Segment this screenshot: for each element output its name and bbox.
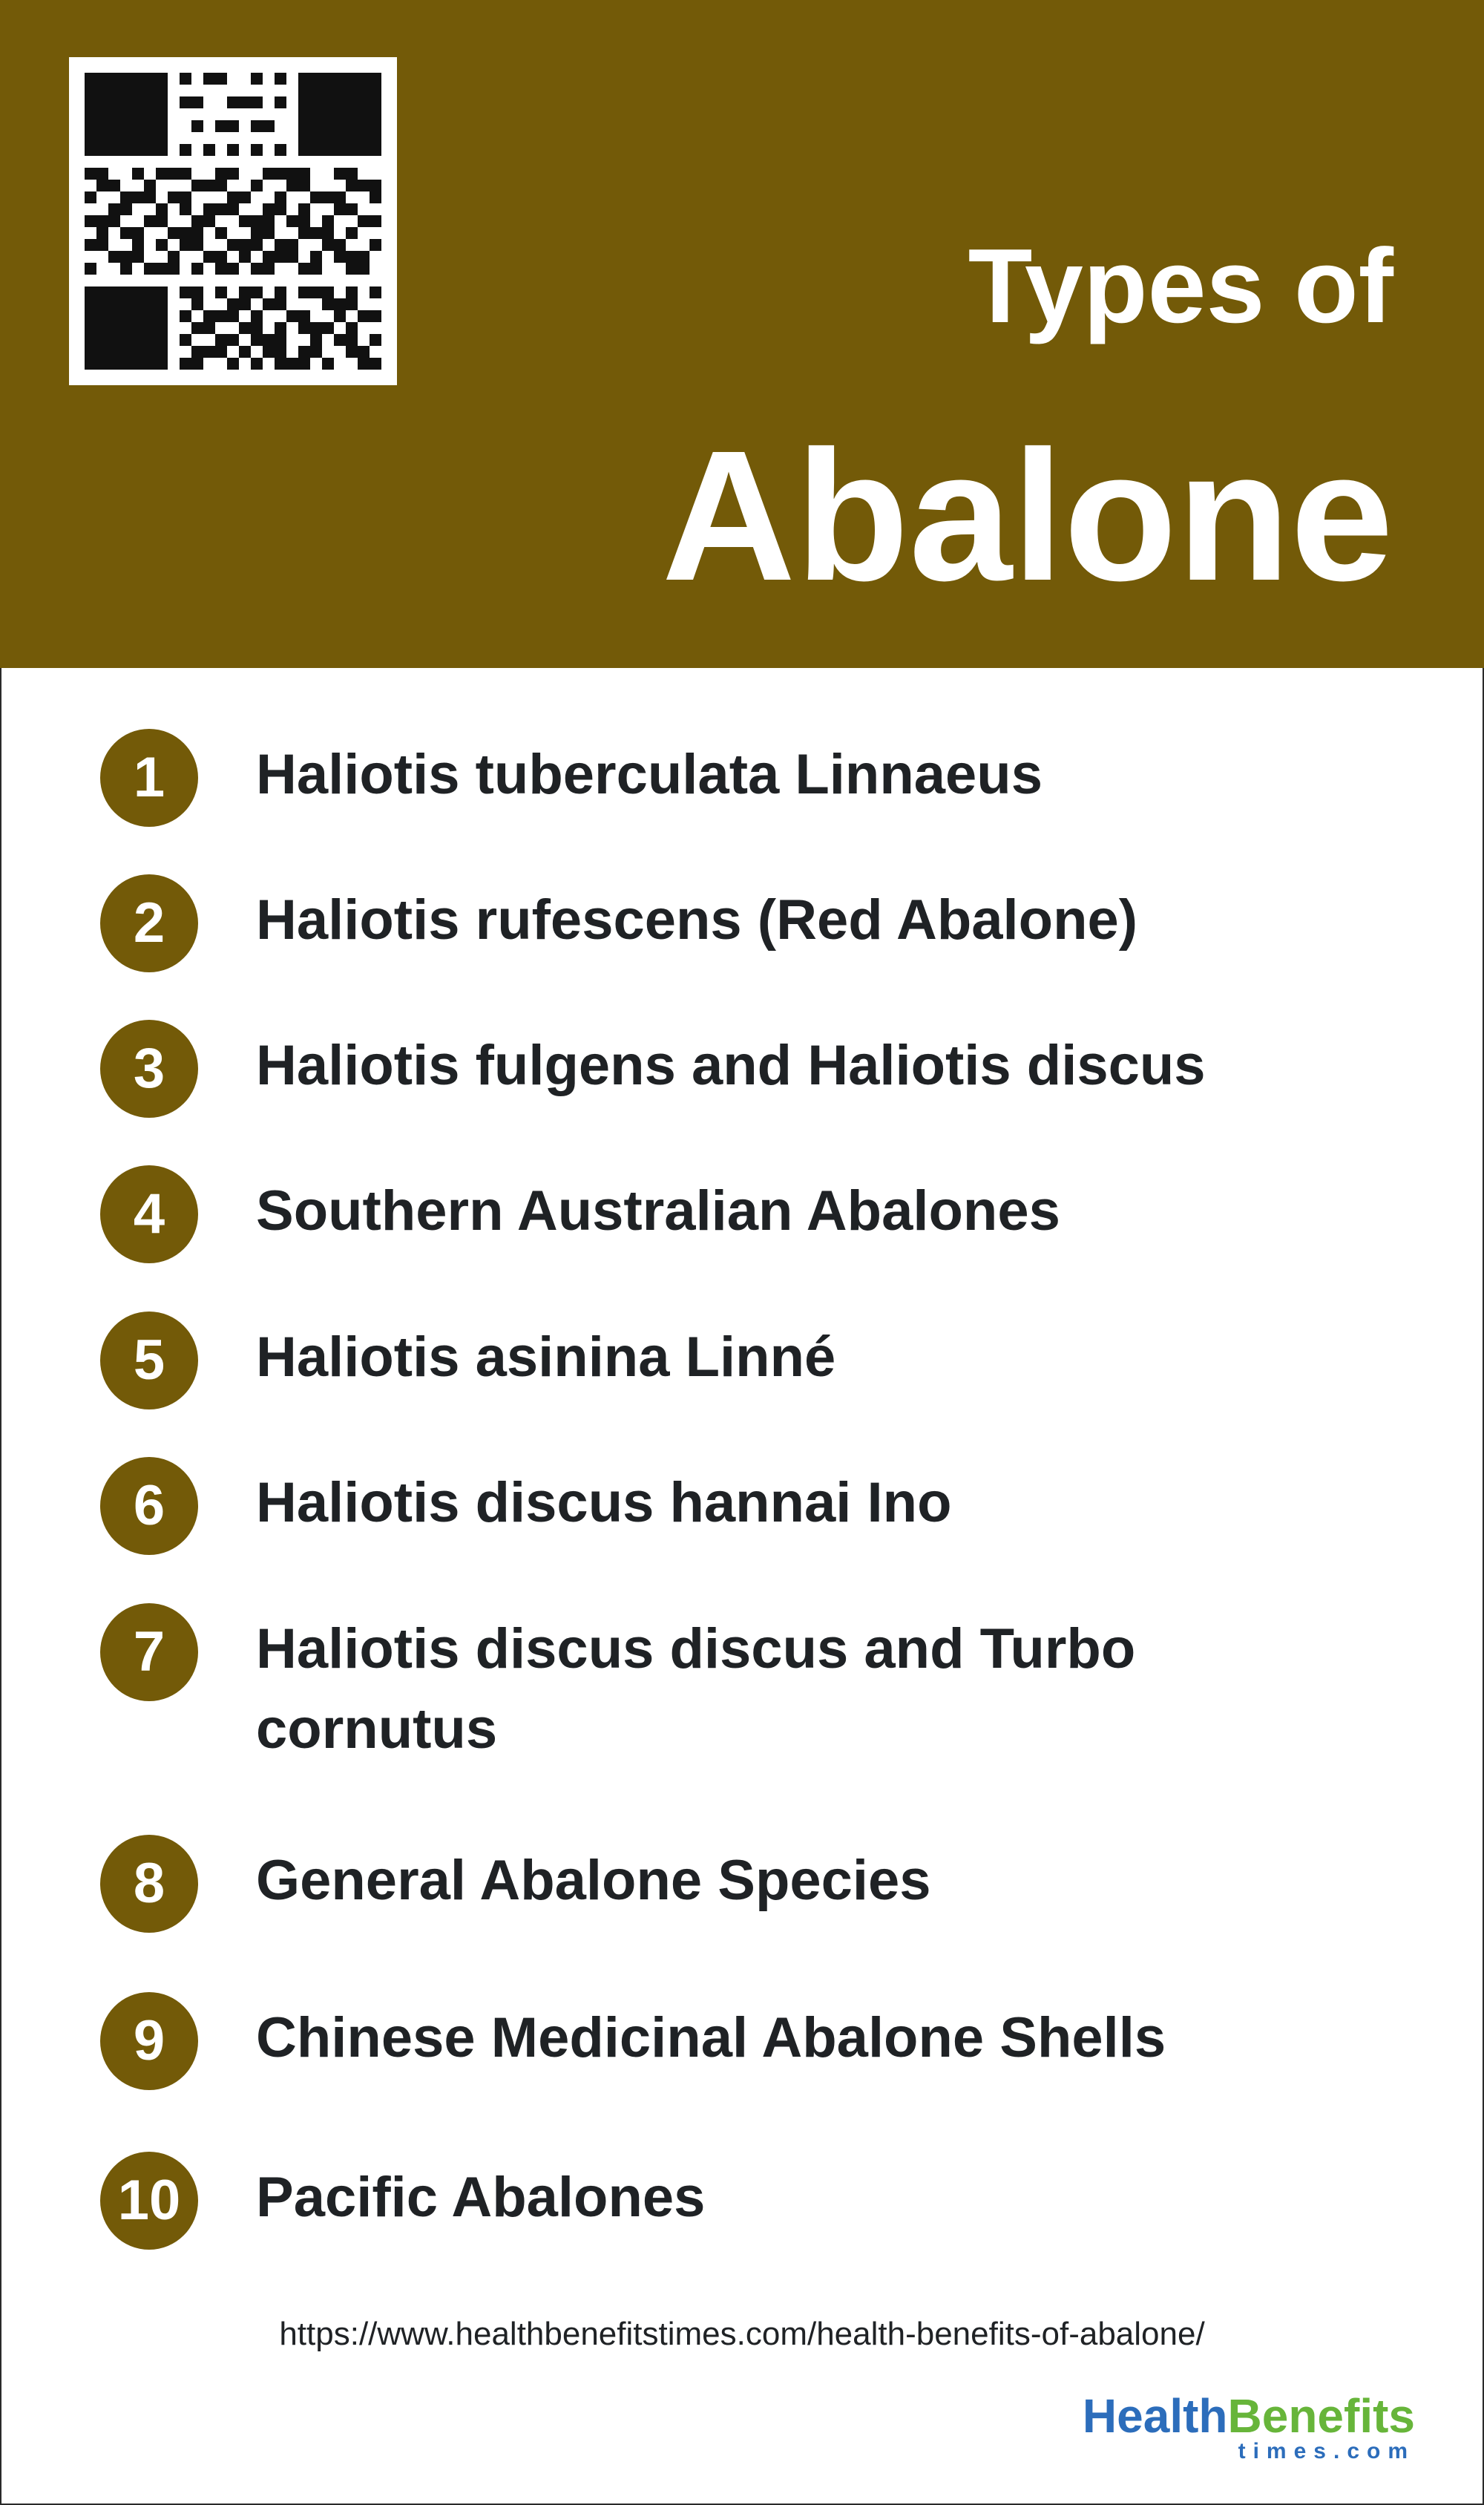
item-number-badge: 5 xyxy=(100,1312,198,1409)
brand-subtitle: times.com xyxy=(1238,2439,1415,2463)
item-number-badge: 1 xyxy=(100,729,198,827)
item-label: Haliotis discus hannai Ino xyxy=(256,1471,952,1534)
item-label: Haliotis asinina Linné xyxy=(256,1326,836,1389)
item-number-badge: 4 xyxy=(100,1165,198,1263)
brand-name-part-2: Benefits xyxy=(1227,2389,1415,2443)
source-url[interactable]: https://www.healthbenefitstimes.com/health-benefits-of-abalone/ xyxy=(279,2316,1205,2352)
item-number-badge: 2 xyxy=(100,874,198,972)
item-label: Haliotis fulgens and Haliotis discus xyxy=(256,1034,1206,1097)
title-line-2: Abalone xyxy=(661,412,1393,619)
header-banner xyxy=(0,0,1484,668)
item-number-badge: 10 xyxy=(100,2152,198,2250)
item-label: Haliotis discus discus and Turbo cornutus xyxy=(256,1617,1136,1761)
brand-name xyxy=(1029,2390,1415,2442)
item-number-badge: 7 xyxy=(100,1603,198,1701)
item-label: Southern Australian Abalones xyxy=(256,1179,1060,1242)
item-label: Haliotis rufescens (Red Abalone) xyxy=(256,888,1138,952)
item-label: Pacific Abalones xyxy=(256,2166,706,2229)
brand-name-part-1: Health xyxy=(1082,2389,1228,2443)
health-benefits-times-logo xyxy=(1029,2390,1415,2464)
item-number-badge: 8 xyxy=(100,1835,198,1933)
qr-code-icon xyxy=(69,57,397,385)
item-number-badge: 3 xyxy=(100,1020,198,1118)
item-label: General Abalone Species xyxy=(256,1849,931,1912)
item-number-badge: 9 xyxy=(100,1992,198,2090)
item-number-badge: 6 xyxy=(100,1457,198,1555)
item-label: Chinese Medicinal Abalone Shells xyxy=(256,2006,1166,2069)
item-label: Haliotis tuberculata Linnaeus xyxy=(256,743,1043,806)
title-line-1: Types of xyxy=(968,227,1393,345)
